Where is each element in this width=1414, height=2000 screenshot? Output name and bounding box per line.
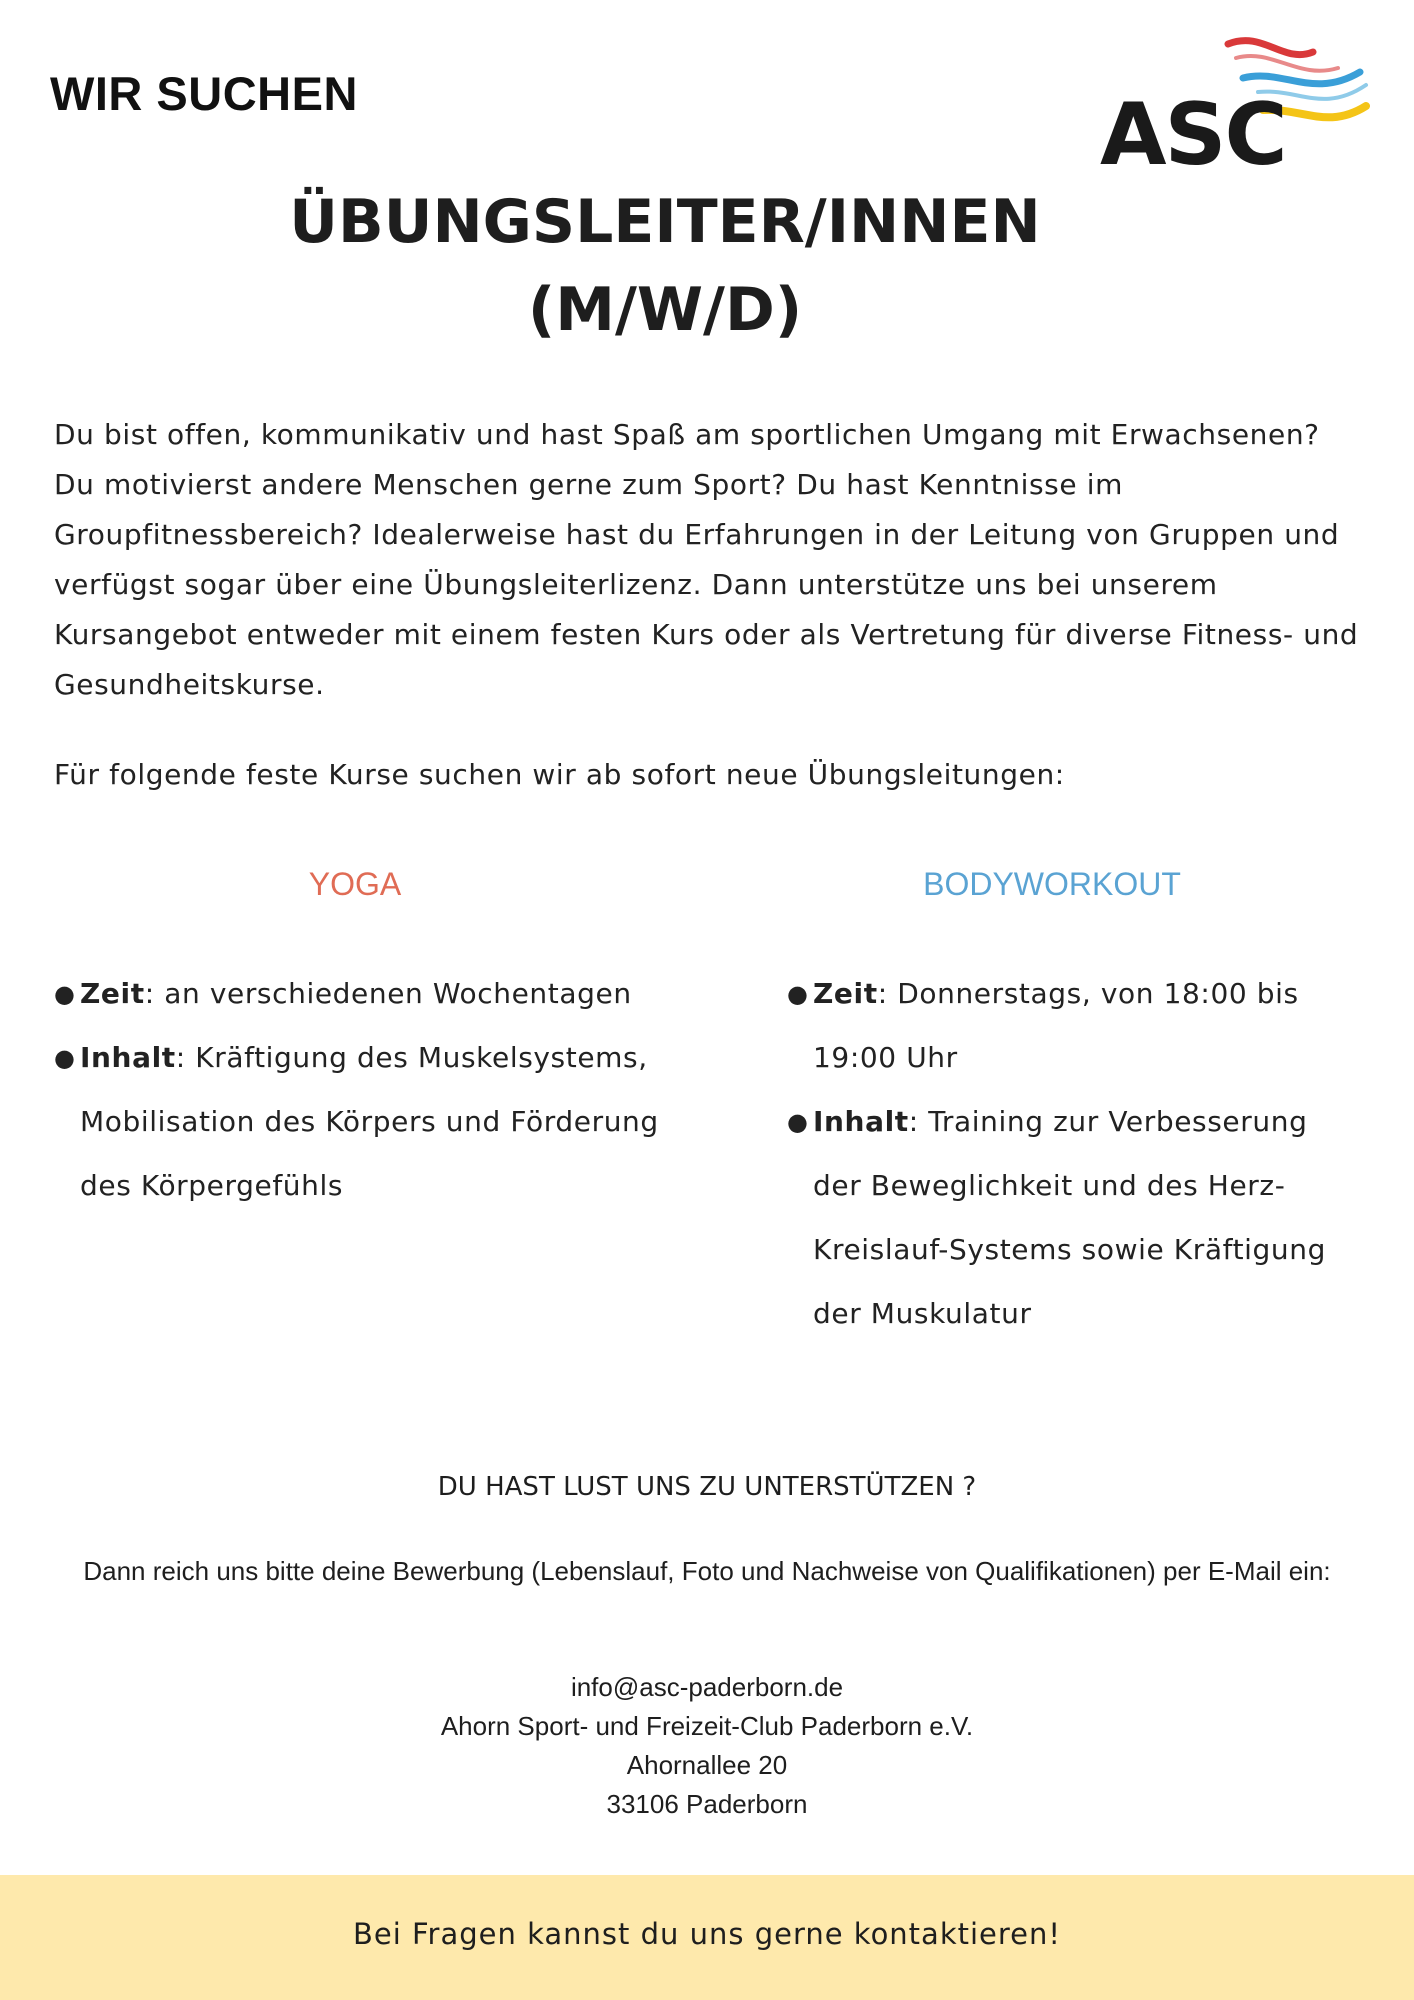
cta-text: Dann reich uns bitte deine Bewerbung (Lebenslauf, Foto und Nachweise von Qualifikationen) per E-Mail ein: xyxy=(83,1556,1331,1586)
intro-paragraph: Du bist offen, kommunikativ und hast Spaß am sportlichen Umgang mit Erwachsenen? Du motivierst andere Menschen gerne zum Sport? Du hast Kenntnisse im Groupfitnessbereich? Idealerweise hast du Erfahrungen in der Leitung von Gruppen und verfügst sogar über eine Übungsleiterlizenz. Dann unterstütze uns bei unserem Kursangebot entweder mit einem festen Kurs oder als Vertretung für diverse Fitness- und Gesundheitskurse. xyxy=(54,418,1359,701)
cta-heading: DU HAST LUST UNS ZU UNTERSTÜTZEN ? xyxy=(437,1472,977,1502)
title-line-1: ÜBUNGSLEITER/INNEN xyxy=(289,187,1041,257)
org-name: Ahorn Sport- und Freizeit-Club Paderborn e.V. xyxy=(440,1711,974,1741)
page-title xyxy=(150,178,1180,354)
yoga-details-list xyxy=(54,962,694,1218)
item-text: : Kräftigung des Muskelsystems, Mobilisation des Körpers und Förderung des Körpergefühls xyxy=(80,1041,659,1202)
item-text: : an verschiedenen Wochentagen xyxy=(144,977,632,1010)
course-title-bodyworkout: BODYWORKOUT xyxy=(923,866,1181,902)
logo-text: ASC xyxy=(1100,85,1286,185)
city-address: 33106 Paderborn xyxy=(606,1789,808,1819)
asc-logo xyxy=(1098,30,1378,185)
list-item xyxy=(787,962,1347,1090)
kicker-heading: WIR SUCHEN xyxy=(50,67,358,120)
list-item xyxy=(787,1090,1347,1346)
item-label: Zeit xyxy=(80,977,145,1010)
footer-text: Bei Fragen kannst du uns gerne kontaktieren! xyxy=(352,1917,1062,1951)
item-label: Inhalt xyxy=(813,1105,909,1138)
item-label: Zeit xyxy=(813,977,878,1010)
list-item xyxy=(54,1026,694,1218)
bullet-icon: ● xyxy=(787,1108,809,1136)
email-link[interactable]: info@asc-paderborn.de xyxy=(570,1672,844,1702)
title-line-2: (M/W/D) xyxy=(527,275,803,345)
contact-block xyxy=(0,1668,1414,1824)
bullet-icon: ● xyxy=(787,980,809,1008)
bullet-icon: ● xyxy=(54,1044,76,1072)
item-text: : Donnerstags, von 18:00 bis 19:00 Uhr xyxy=(813,977,1299,1074)
street-address: Ahornallee 20 xyxy=(626,1750,788,1780)
footer-bar xyxy=(0,1875,1414,2000)
courses-lead: Für folgende feste Kurse suchen wir ab sofort neue Übungsleitungen: xyxy=(54,758,1065,791)
list-item xyxy=(54,962,694,1026)
course-title-yoga: YOGA xyxy=(308,866,402,902)
bodyworkout-details-list xyxy=(787,962,1347,1346)
item-label: Inhalt xyxy=(80,1041,176,1074)
bullet-icon: ● xyxy=(54,980,76,1008)
item-text: : Training zur Verbesserung der Beweglichkeit und des Herz-Kreislauf-Systems sowie Kräftigung der Muskulatur xyxy=(813,1105,1326,1330)
